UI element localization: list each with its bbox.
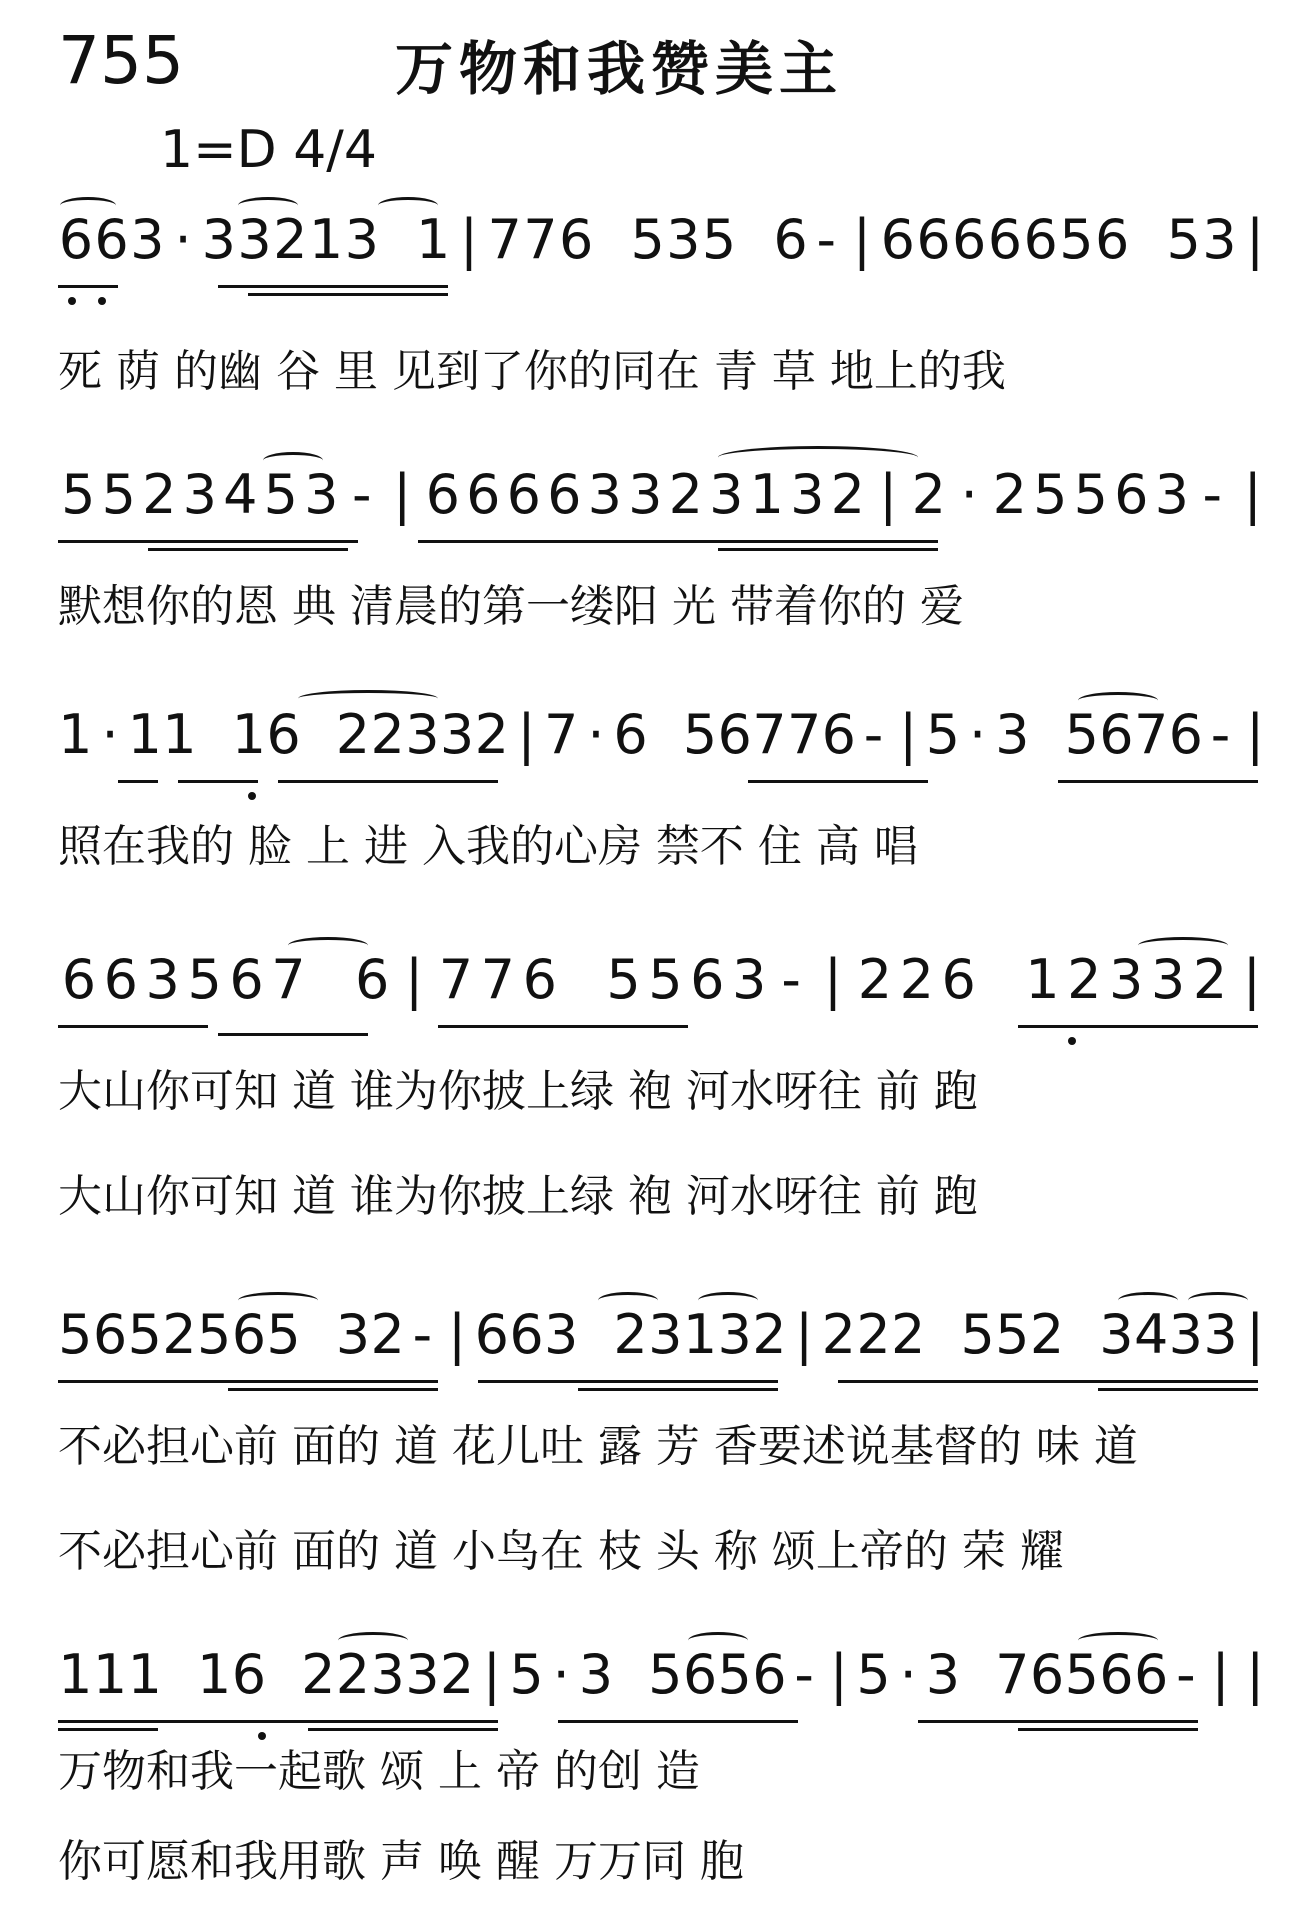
barline: | xyxy=(459,208,479,271)
barline: | xyxy=(823,948,843,1011)
note-glyph: 6 xyxy=(773,208,808,271)
note-glyph: 1 xyxy=(749,463,784,526)
underline xyxy=(58,285,118,288)
note-glyph: · xyxy=(552,1643,570,1706)
note-glyph: 6 xyxy=(1099,1643,1134,1706)
lyrics-verse-2: 不必担心前 面的 道 小鸟在 枝 头 称 颂上帝的 荣 耀 xyxy=(58,1526,1064,1577)
slur xyxy=(60,197,116,214)
barline: | xyxy=(1246,208,1265,271)
jianpu-notes xyxy=(58,460,1273,530)
note-glyph: 2 xyxy=(370,1303,405,1366)
note-glyph: 2 xyxy=(162,1303,197,1366)
note-glyph: 2 xyxy=(1192,948,1228,1011)
note-glyph: 7 xyxy=(1133,703,1169,766)
notation-system-3 xyxy=(58,700,1273,872)
note-glyph: 7 xyxy=(786,703,822,766)
note-glyph: 6 xyxy=(941,948,976,1011)
note-glyph: · xyxy=(101,703,119,766)
note-glyph: 2 xyxy=(911,463,946,526)
note-glyph: 6 xyxy=(103,948,139,1011)
slur xyxy=(718,446,918,469)
note-glyph: 6 xyxy=(1099,703,1134,766)
underline xyxy=(1058,780,1258,783)
note-glyph: · xyxy=(587,703,605,766)
note-glyph: 2 xyxy=(142,463,177,526)
underline xyxy=(58,1728,158,1731)
slur xyxy=(1188,1292,1248,1309)
note-glyph: - xyxy=(1202,463,1222,526)
note-glyph: - xyxy=(794,1643,814,1706)
note-glyph: 3 xyxy=(709,463,744,526)
note-glyph: 3 xyxy=(335,1303,371,1366)
note-glyph: 6 xyxy=(1168,703,1204,766)
note-glyph: 5 xyxy=(995,1303,1030,1366)
note-glyph: 3 xyxy=(790,463,825,526)
note-glyph: 3 xyxy=(925,1643,961,1706)
barline: | xyxy=(829,1643,848,1706)
note-glyph: 3 xyxy=(344,208,379,271)
slur xyxy=(598,1292,658,1309)
note-glyph: 7 xyxy=(271,948,306,1011)
barline: | xyxy=(1246,703,1265,766)
note-glyph: 3 xyxy=(1203,1303,1238,1366)
barline: | xyxy=(1246,1303,1265,1366)
note-glyph: - xyxy=(863,703,884,766)
note-glyph: 3 xyxy=(587,463,622,526)
note-glyph: 5 xyxy=(701,208,737,271)
notation-system-4 xyxy=(58,945,1273,1222)
note-glyph: 6 xyxy=(522,948,557,1011)
note-glyph: · xyxy=(969,703,987,766)
underline xyxy=(1098,1388,1258,1391)
barline: | xyxy=(1242,948,1261,1011)
low-octave-dot xyxy=(98,297,106,305)
notation-system-5 xyxy=(58,1300,1273,1577)
key-signature: 1=D 4/4 xyxy=(160,120,377,180)
note-glyph: 1 xyxy=(416,208,451,271)
note-glyph: - xyxy=(1210,703,1231,766)
notes-line xyxy=(58,205,1273,275)
note-glyph: 5 xyxy=(101,463,136,526)
note-glyph: 2 xyxy=(273,208,308,271)
note-glyph: 2 xyxy=(899,948,934,1011)
note-glyph: 7 xyxy=(523,208,558,271)
note-glyph: 5 xyxy=(648,1643,683,1706)
note-glyph: 1 xyxy=(127,703,162,766)
note-glyph: - xyxy=(412,1303,433,1366)
note-glyph: 6 xyxy=(682,1643,718,1706)
note-glyph: 6 xyxy=(613,703,648,766)
note-glyph: 2 xyxy=(857,948,893,1011)
note-glyph: 3 xyxy=(578,1643,614,1706)
note-glyph: 5 xyxy=(187,948,222,1011)
lyrics-verse-1: 大山你可知 道 谁为你披上绿 袍 河水呀往 前 跑 xyxy=(58,1066,978,1117)
note-glyph: 2 xyxy=(1067,948,1102,1011)
note-glyph: 5 xyxy=(1033,463,1068,526)
underline xyxy=(558,1720,798,1723)
underline xyxy=(58,1720,498,1723)
note-glyph: 6 xyxy=(880,208,915,271)
barline: | xyxy=(393,463,412,526)
lyrics-verse-1: 万物和我一起歌 颂 上 帝 的创 造 xyxy=(58,1746,700,1797)
notation-system-2 xyxy=(58,460,1273,632)
notation-system-1 xyxy=(58,205,1273,397)
note-glyph: 3 xyxy=(1109,948,1144,1011)
note-glyph: 6 xyxy=(474,1303,509,1366)
slur xyxy=(263,452,323,469)
lyrics-verse-1: 默想你的恩 典 清晨的第一缕阳 光 带着你的 爱 xyxy=(58,581,964,632)
underline xyxy=(228,1388,438,1391)
note-glyph: · xyxy=(960,463,978,526)
notes-line xyxy=(58,1640,1273,1710)
note-glyph: 6 xyxy=(94,208,129,271)
note-glyph: 3 xyxy=(628,463,663,526)
note-glyph: 3 xyxy=(717,1303,752,1366)
note-glyph: 6 xyxy=(821,703,856,766)
note-glyph: 7 xyxy=(487,208,522,271)
barline: | xyxy=(447,1303,467,1366)
hymn-title: 万物和我赞美主 xyxy=(395,35,844,103)
note-glyph: 7 xyxy=(544,703,579,766)
slur xyxy=(378,197,438,214)
note-glyph: 6 xyxy=(509,1303,544,1366)
underline xyxy=(578,1388,778,1391)
note-glyph: 6 xyxy=(58,208,94,271)
lyrics-verse-1: 死 荫 的幽 谷 里 见到了你的同在 青 草 地上的我 xyxy=(58,346,1006,397)
note-glyph: 6 xyxy=(547,463,582,526)
note-glyph: 3 xyxy=(405,1643,440,1706)
note-glyph: - xyxy=(1176,1643,1196,1706)
lyrics-verse-2: 你可愿和我用歌 声 唤 醒 万万同 胞 xyxy=(58,1836,744,1887)
underline xyxy=(218,1033,368,1036)
note-glyph: 3 xyxy=(145,948,180,1011)
note-glyph: 3 xyxy=(995,703,1030,766)
lyrics-verse-2: 大山你可知 道 谁为你披上绿 袍 河水呀往 前 跑 xyxy=(58,1171,978,1222)
note-glyph: 5 xyxy=(630,208,665,271)
barline: | xyxy=(404,948,424,1011)
note-glyph: 3 xyxy=(304,463,339,526)
note-glyph: 6 xyxy=(1114,463,1149,526)
note-glyph: 5 xyxy=(1073,463,1108,526)
note-glyph: 6 xyxy=(987,208,1023,271)
underline xyxy=(718,548,938,551)
note-glyph: 3 xyxy=(1154,463,1189,526)
jianpu-notes xyxy=(58,1640,1273,1710)
note-glyph: 5 xyxy=(127,1303,162,1366)
barline: | xyxy=(1243,463,1262,526)
note-glyph: 1 xyxy=(1025,948,1060,1011)
slur xyxy=(1138,937,1228,954)
note-glyph: 2 xyxy=(335,703,371,766)
slur xyxy=(1078,692,1158,709)
jianpu-notes xyxy=(58,945,1273,1015)
note-glyph: 5 xyxy=(58,1303,93,1366)
slur xyxy=(238,1292,318,1309)
note-glyph: 6 xyxy=(1133,1643,1169,1706)
note-glyph: 2 xyxy=(474,703,509,766)
note-glyph: 6 xyxy=(231,1643,267,1706)
slur xyxy=(238,197,298,214)
note-glyph: 1 xyxy=(58,703,93,766)
note-glyph: - xyxy=(816,208,837,271)
note-glyph: 3 xyxy=(439,703,475,766)
note-glyph: 2 xyxy=(830,463,865,526)
note-glyph: 1 xyxy=(308,208,344,271)
note-glyph: 4 xyxy=(1133,1303,1169,1366)
note-glyph: 5 xyxy=(925,703,961,766)
underline xyxy=(838,1380,1258,1383)
notes-line xyxy=(58,700,1273,770)
notes-line xyxy=(58,945,1273,1015)
barline: | xyxy=(852,208,872,271)
note-glyph: 3 xyxy=(370,1643,405,1706)
note-glyph: 3 xyxy=(732,948,767,1011)
underline xyxy=(148,548,348,551)
underline xyxy=(478,1380,778,1383)
note-glyph: · xyxy=(899,1643,917,1706)
slur xyxy=(688,1632,748,1649)
note-glyph: 6 xyxy=(690,948,725,1011)
note-glyph: 5 xyxy=(682,703,718,766)
underline xyxy=(118,780,158,783)
lyrics-verse-1: 不必担心前 面的 道 花儿吐 露 芳 香要述说基督的 味 道 xyxy=(58,1421,1138,1472)
underline xyxy=(1018,1728,1198,1731)
note-glyph: 2 xyxy=(301,1643,336,1706)
underline xyxy=(58,540,358,543)
jianpu-notes xyxy=(58,1300,1273,1370)
barline: | xyxy=(482,1643,501,1706)
note-glyph: 2 xyxy=(891,1303,926,1366)
note-glyph: 6 xyxy=(1023,208,1058,271)
note-glyph: 6 xyxy=(266,703,301,766)
note-glyph: 5 xyxy=(606,948,641,1011)
notes-line xyxy=(58,1300,1273,1370)
note-glyph: 6 xyxy=(466,463,501,526)
note-glyph: 2 xyxy=(439,1643,475,1706)
note-glyph: 5 xyxy=(856,1643,891,1706)
low-octave-dot xyxy=(1068,1037,1076,1045)
underline xyxy=(178,780,258,783)
note-glyph: 5 xyxy=(1059,208,1094,271)
note-glyph: 7 xyxy=(438,948,474,1011)
slur xyxy=(298,690,438,707)
note-glyph: 3 xyxy=(405,703,440,766)
note-glyph: - xyxy=(781,948,801,1011)
notation-system-6 xyxy=(58,1640,1273,1887)
note-glyph: 3 xyxy=(544,1303,579,1366)
low-octave-dot xyxy=(68,297,76,305)
note-glyph: 5 xyxy=(263,463,298,526)
note-glyph: 7 xyxy=(752,703,787,766)
note-glyph: 5 xyxy=(509,1643,544,1706)
note-glyph: 5 xyxy=(61,463,96,526)
barline: | xyxy=(879,463,898,526)
note-glyph: 2 xyxy=(992,463,1027,526)
note-glyph: 3 xyxy=(201,208,236,271)
note-glyph: 5 xyxy=(717,1643,752,1706)
notes-line xyxy=(58,460,1273,530)
note-glyph: 1 xyxy=(196,1643,232,1706)
note-glyph: 5 xyxy=(1064,703,1099,766)
jianpu-notes xyxy=(58,205,1273,275)
barline: | xyxy=(795,1303,814,1366)
lyrics-verse-1: 照在我的 脸 上 进 入我的心房 禁不 住 高 唱 xyxy=(58,821,918,872)
slur xyxy=(338,1632,408,1649)
note-glyph: 6 xyxy=(425,463,460,526)
underline xyxy=(918,1720,1198,1723)
note-glyph: 6 xyxy=(1094,208,1130,271)
underline xyxy=(248,293,448,296)
note-glyph: 6 xyxy=(506,463,541,526)
underline xyxy=(58,1025,208,1028)
note-glyph: 2 xyxy=(1029,1303,1065,1366)
note-glyph: 2 xyxy=(752,1303,787,1366)
note-glyph: 7 xyxy=(995,1643,1030,1706)
underline xyxy=(308,1728,498,1731)
note-glyph: 6 xyxy=(752,1643,787,1706)
note-glyph: 2 xyxy=(370,703,405,766)
note-glyph: 3 xyxy=(182,463,217,526)
note-glyph: 2 xyxy=(668,463,703,526)
note-glyph: 6 xyxy=(1029,1643,1065,1706)
note-glyph: · xyxy=(174,208,192,271)
note-glyph: 6 xyxy=(231,1303,267,1366)
note-glyph: 3 xyxy=(666,208,701,271)
note-glyph: 2 xyxy=(821,1303,856,1366)
underline xyxy=(1018,1025,1258,1028)
note-glyph: 1 xyxy=(58,1643,93,1706)
underline xyxy=(748,780,928,783)
underline xyxy=(418,540,938,543)
note-glyph: - xyxy=(352,463,372,526)
underline xyxy=(278,780,498,783)
low-octave-dot xyxy=(248,792,256,800)
note-glyph: 6 xyxy=(558,208,594,271)
note-glyph: 3 xyxy=(130,208,165,271)
note-glyph: 1 xyxy=(127,1643,162,1706)
note-glyph: 7 xyxy=(480,948,516,1011)
note-glyph: 2 xyxy=(335,1643,371,1706)
underline xyxy=(58,1380,438,1383)
note-glyph: 3 xyxy=(1099,1303,1134,1366)
slur xyxy=(1078,1632,1158,1649)
note-glyph: 6 xyxy=(952,208,987,271)
note-glyph: 6 xyxy=(229,948,264,1011)
note-glyph: 1 xyxy=(92,1643,128,1706)
note-glyph: 1 xyxy=(682,1303,718,1366)
note-glyph: 5 xyxy=(1064,1643,1099,1706)
slur xyxy=(288,937,368,954)
hymn-number: 755 xyxy=(58,22,184,99)
note-glyph: 5 xyxy=(960,1303,995,1366)
note-glyph: 5 xyxy=(196,1303,232,1366)
note-glyph: 5 xyxy=(1166,208,1201,271)
note-glyph: 6 xyxy=(717,703,752,766)
note-glyph: 6 xyxy=(92,1303,128,1366)
note-glyph: 6 xyxy=(355,948,390,1011)
note-glyph: 5 xyxy=(266,1303,301,1366)
note-glyph: 2 xyxy=(856,1303,891,1366)
underline xyxy=(438,1025,688,1028)
barline: | xyxy=(517,703,536,766)
note-glyph: 3 xyxy=(1150,948,1186,1011)
note-glyph: 3 xyxy=(1168,1303,1204,1366)
note-glyph: 1 xyxy=(231,703,267,766)
barline: | xyxy=(1211,1643,1230,1706)
note-glyph: 5 xyxy=(648,948,683,1011)
underline xyxy=(218,285,448,288)
note-glyph: 3 xyxy=(237,208,272,271)
note-glyph: 6 xyxy=(61,948,97,1011)
note-glyph: 6 xyxy=(916,208,951,271)
slur xyxy=(698,1292,758,1309)
note-glyph: 4 xyxy=(223,463,258,526)
note-glyph: 1 xyxy=(162,703,197,766)
note-glyph: 3 xyxy=(648,1303,683,1366)
barline: | xyxy=(1246,1643,1265,1706)
jianpu-notes xyxy=(58,700,1273,770)
barline: | xyxy=(899,703,918,766)
note-glyph: 3 xyxy=(1202,208,1237,271)
note-glyph: 2 xyxy=(613,1303,648,1366)
slur xyxy=(1118,1292,1178,1309)
